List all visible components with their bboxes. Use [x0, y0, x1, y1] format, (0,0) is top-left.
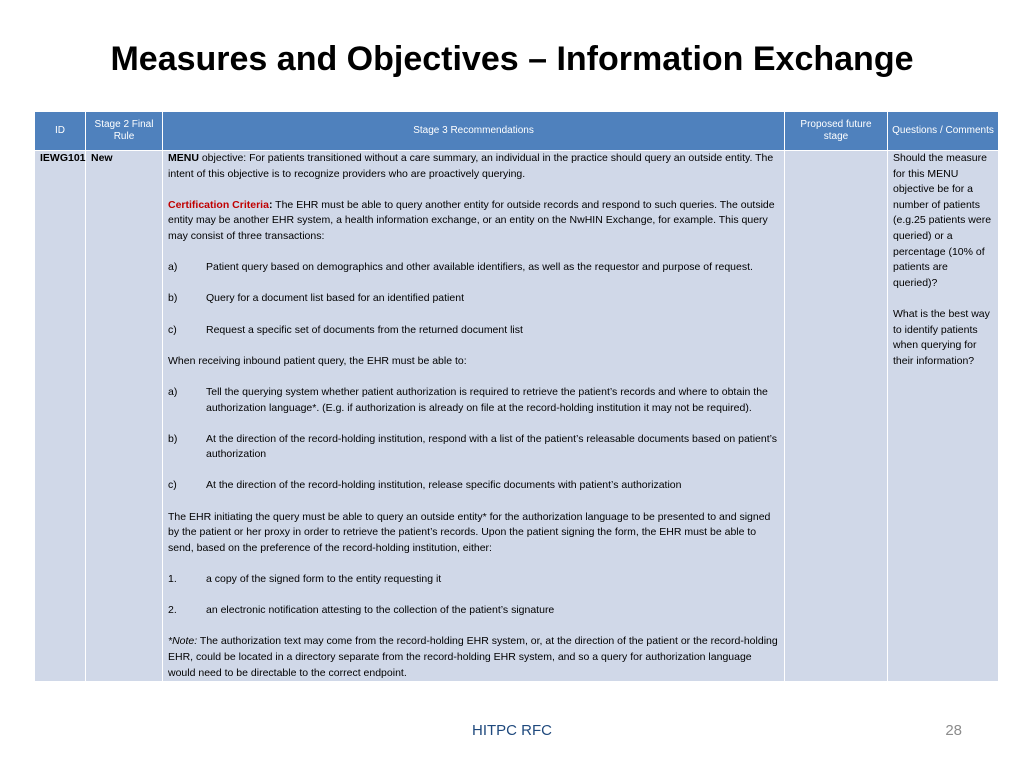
- list-item-text: a copy of the signed form to the entity requesting it: [206, 573, 442, 586]
- list-marker: b): [168, 432, 178, 445]
- list-item: [168, 260, 779, 276]
- list-item: [168, 572, 779, 588]
- list-marker: 2.: [168, 604, 177, 617]
- list-item-text: At the direction of the record-holding institution, release specific documents with patient’s authorization: [206, 479, 682, 492]
- cell-id: IEWG101: [35, 151, 86, 682]
- certification-text: The EHR must be able to query another entity for outside records and respond to such queries. The outside entity may be another EHR system, a health information exchange, or an entity on the NwHIN Exchange, for example. This query may consist of three transactions:: [168, 198, 775, 242]
- header-proposed-future-stage: Proposed future stage: [785, 112, 888, 151]
- header-stage2-final-rule: Stage 2 Final Rule: [86, 112, 163, 151]
- header-questions-comments: Questions / Comments: [888, 112, 999, 151]
- menu-objective-paragraph: [168, 151, 779, 182]
- footer-label: HITPC RFC: [472, 722, 552, 739]
- list-marker: a): [168, 261, 178, 274]
- cell-proposed-future-stage: [785, 151, 888, 682]
- list-item: [168, 323, 779, 339]
- list-item-text: Request a specific set of documents from the returned document list: [206, 323, 523, 336]
- certification-criteria-label: Certification Criteria: [168, 198, 269, 211]
- list-marker: a): [168, 385, 178, 398]
- question-1: Should the measure for this MENU objective be for a number of patients (e.g.25 patients were queried) or a percentage (10% of patients are queried)?: [893, 152, 992, 289]
- header-id: ID: [35, 112, 86, 151]
- list-item-text: Tell the querying system whether patient authorization is required to retrieve the patient’s records and where to obtain the authorization language*. (E.g. if authorization is already on file at the record-holding institution it may not be required).: [206, 385, 768, 414]
- slide-title: Measures and Objectives – Information Exchange: [110, 40, 914, 78]
- page-number: 28: [945, 722, 962, 739]
- inbound-intro: When receiving inbound patient query, the EHR must be able to:: [168, 354, 467, 367]
- send-options-list: [168, 572, 779, 619]
- list-item: [168, 478, 779, 494]
- list-item: [168, 432, 779, 463]
- list-marker: 1.: [168, 573, 177, 586]
- inbound-query-list: [168, 385, 779, 494]
- certification-colon: :: [268, 198, 273, 211]
- list-item-text: Query for a document list based for an identified patient: [206, 292, 464, 305]
- header-stage3-recommendations: Stage 3 Recommendations: [163, 112, 785, 151]
- cell-questions-comments: [888, 151, 999, 682]
- list-item: [168, 385, 779, 416]
- cell-stage3-recommendations: [163, 151, 785, 682]
- menu-objective-text: objective: For patients transitioned without a care summary, an individual in the practice should query an outside entity. The intent of this objective is to recognize providers who are proactively querying.: [168, 152, 774, 180]
- measures-table: [34, 111, 999, 682]
- question-2: What is the best way to identify patients when querying for their information?: [893, 307, 990, 367]
- list-item-text: an electronic notification attesting to the collection of the patient’s signature: [206, 604, 555, 617]
- list-marker: b): [168, 292, 178, 305]
- note-text: The authorization text may come from the record-holding EHR system, or, at the direction of the patient or the record-holding EHR, could be located in a directory separate from the record-holding EHR system, and so a query for authorization language would need to be directable to the correct endpoint.: [168, 635, 778, 679]
- list-item: [168, 603, 779, 619]
- note-paragraph: [168, 634, 779, 681]
- list-item-text: Patient query based on demographics and other available identifiers, as well as the requestor and purpose of request.: [206, 261, 753, 274]
- list-item-text: At the direction of the record-holding institution, respond with a list of the patient’s releasable documents based on patient’s authorization: [206, 432, 778, 461]
- query-transactions-list: [168, 260, 779, 338]
- note-label: *Note:: [168, 635, 198, 648]
- list-item: [168, 291, 779, 307]
- certification-paragraph: [168, 198, 779, 245]
- list-marker: c): [168, 323, 177, 336]
- initiating-query-paragraph: The EHR initiating the query must be able to query an outside entity* for the authorization language to be presented to and signed by the patient or her proxy in order to retrieve the patient’s records. Upon the patient signing the form, the EHR must be able to send, based on the preference of the record-holding institution, either:: [168, 510, 771, 554]
- menu-label: MENU: [168, 152, 199, 164]
- list-marker: c): [168, 479, 177, 492]
- table-header-row: [35, 112, 999, 151]
- cell-stage2: New: [86, 151, 163, 682]
- table-row: [35, 151, 999, 682]
